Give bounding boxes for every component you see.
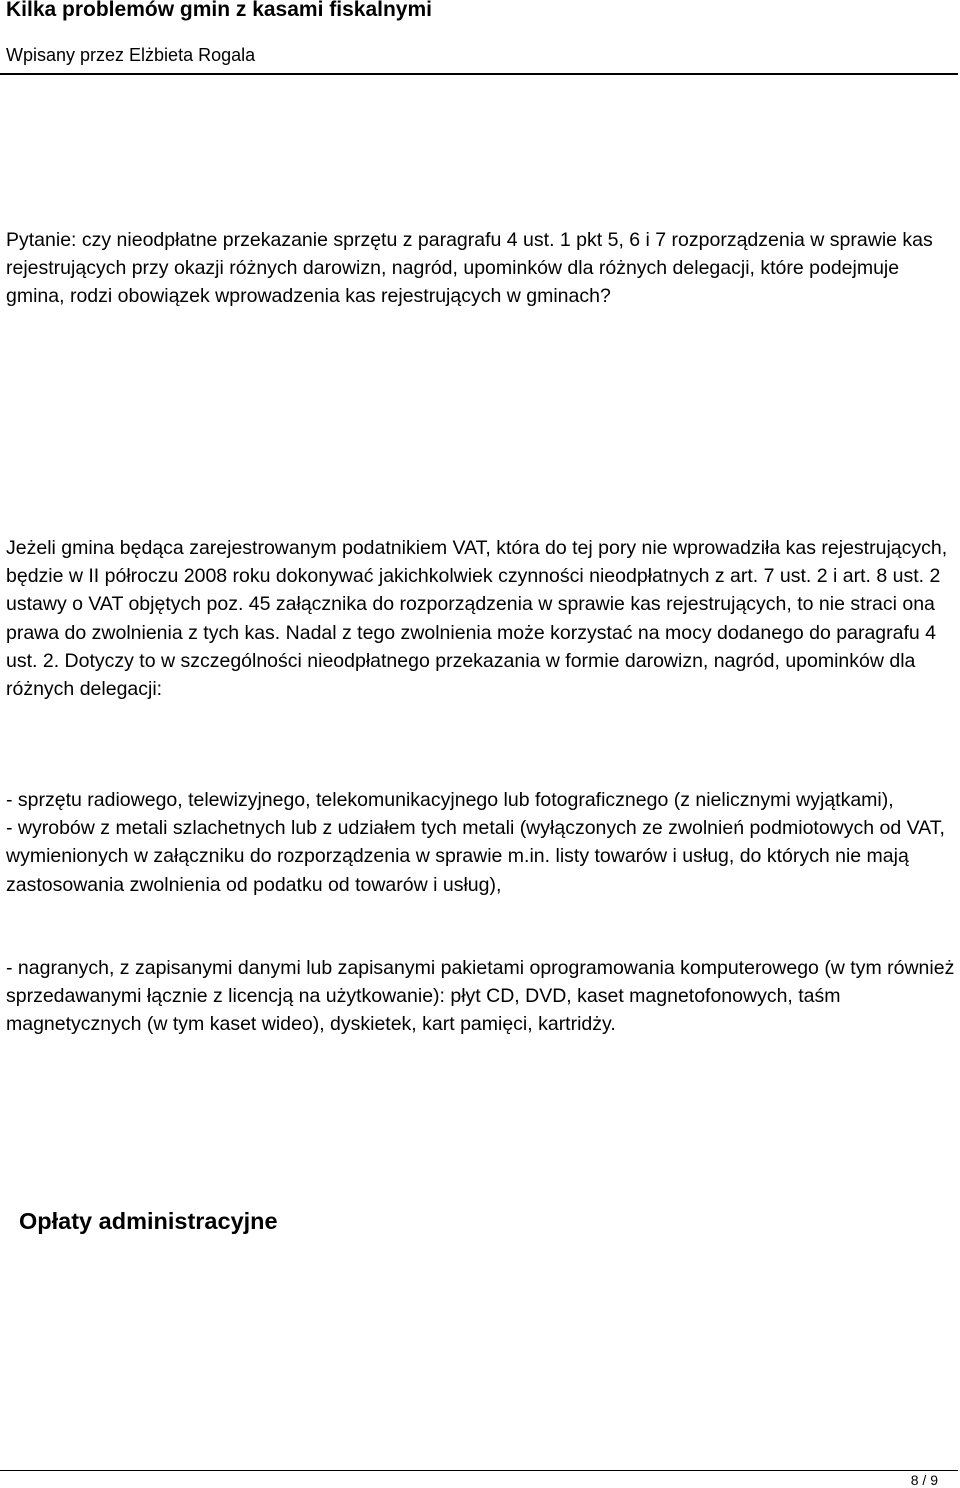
answer-paragraph: Jeżeli gmina będąca zarejestrowanym podatnikiem VAT, która do tej pory nie wprowadziła kas rejestrujących, będzie w II półroczu 2008 roku dokonywać jakichkolwiek czynności nieodpłatnych z art. 7 ust. 2 i art. 8 ust. 2 ustawy o VAT objętych poz. 45 załącznika do rozporządzenia w sprawie kas rejestrujących, to nie straci ona prawa do zwolnienia z tych kas. Nadal z tego zwolnienia może korzystać na mocy dodanego do paragrafu 4 ust. 2. Dotyczy to w szczególności nieodpłatnego przekazania w formie darowizn, nagród, upominków dla różnych delegacji:: [6, 537, 948, 701]
list-item-text: - wyrobów z metali szlachetnych lub z udziałem tych metali (wyłączonych ze zwolnień podmiotowych od VAT, wymienionych w załączniku do rozporządzenia w sprawie m.in. listy towarów i usług, do których nie mają zastosowania zwolnienia od podatku od towarów i usług),: [6, 817, 945, 896]
author-line: Wpisany przez Elżbieta Rogala: [6, 45, 256, 65]
list-item: [6, 786, 958, 899]
footer-divider: [0, 1470, 958, 1471]
list-item-text: - sprzętu radiowego, telewizyjnego, telekomunikacyjnego lub fotograficznego (z nielicznymi wyjątkami),: [6, 789, 894, 811]
header-divider: [0, 73, 958, 75]
section-heading: Opłaty administracyjne: [19, 1208, 278, 1234]
list-item: - nagranych, z zapisanymi danymi lub zapisanymi pakietami oprogramowania komputerowego (w tym również sprzedawanymi łącznie z licencją na użytkowanie): płyt CD, DVD, kaset magnetofonowych, taśm magnetycznych (w tym kaset wideo), dyskietek, kart pamięci, kartridży.: [6, 957, 955, 1036]
question-paragraph: Pytanie: czy nieodpłatne przekazanie sprzętu z paragrafu 4 ust. 1 pkt 5, 6 i 7 rozporządzenia w sprawie kas rejestrujących przy okazji różnych darowizn, nagród, upominków dla różnych delegacji, które podejmuje gmina, rodzi obowiązek wprowadzenia kas rejestrujących w gminach?: [6, 229, 933, 308]
document-title: Kilka problemów gmin z kasami fiskalnymi: [6, 0, 432, 21]
page-number: 8 / 9: [910, 1472, 938, 1488]
